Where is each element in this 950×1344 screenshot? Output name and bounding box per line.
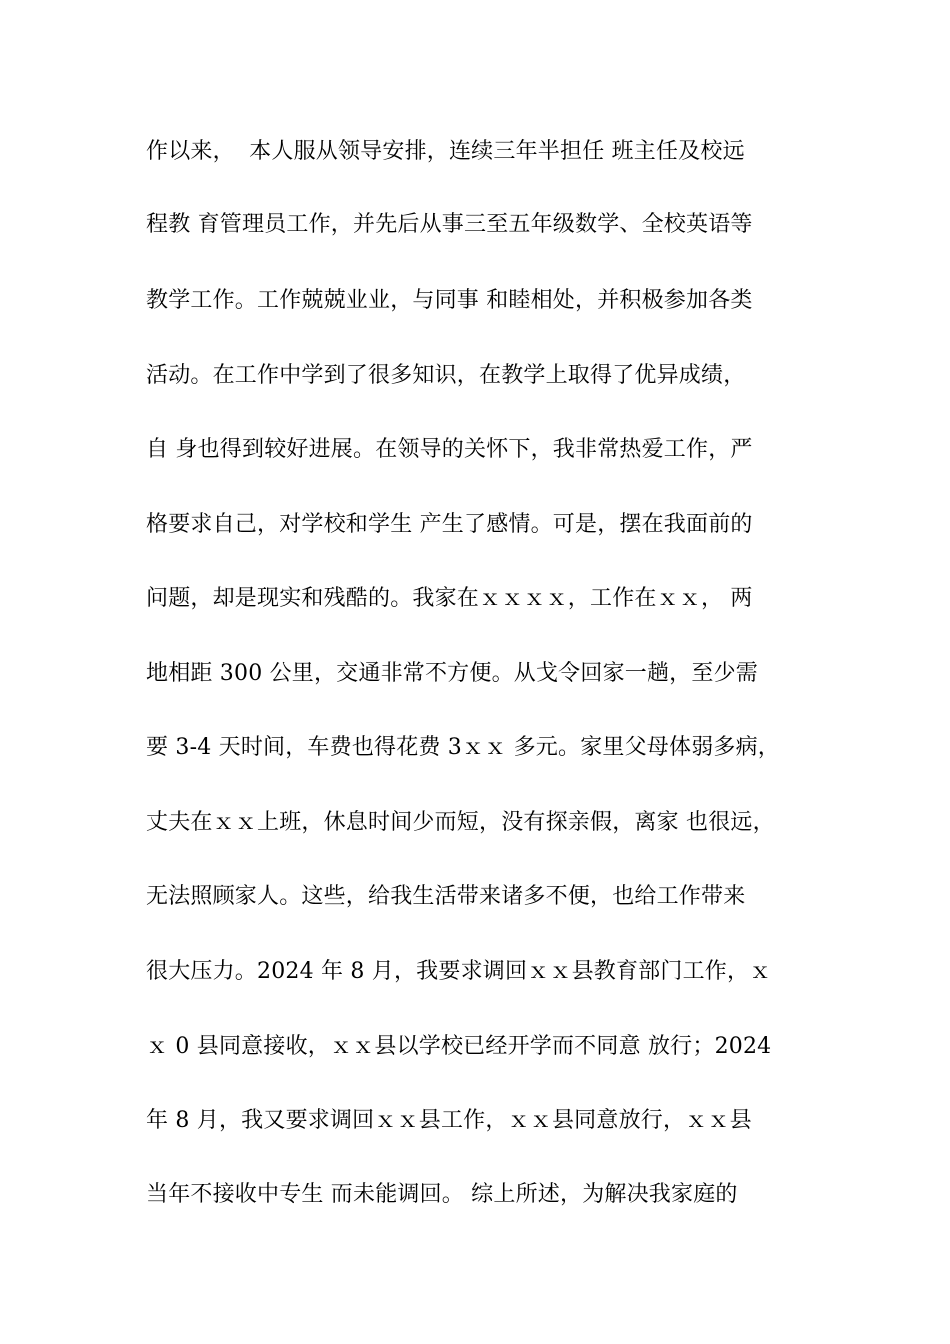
text-line-9: 要 3-4 天时间，车费也得花费 3ｘｘ 多元。家里父母体弱多病，: [146, 735, 780, 760]
text-line-6: 格要求自己，对学校和学生 产生了感情。可是，摆在我面前的: [146, 512, 753, 537]
text-line-13: ｘ 0 县同意接收，ｘｘ县以学校已经开学而不同意 放行；2024: [146, 1034, 772, 1059]
text-line-5: 自 身也得到较好进展。在领导的关怀下，我非常热爱工作，严: [146, 437, 753, 462]
text-line-11: 无法照顾家人。这些，给我生活带来诸多不便，也给工作带来: [146, 884, 746, 909]
text-line-12: 很大压力。2024 年 8 月，我要求调回ｘｘ县教育部门工作，ｘ: [146, 959, 772, 984]
text-line-14: 年 8 月，我又要求调回ｘｘ县工作，ｘｘ县同意放行，ｘｘ县: [146, 1108, 752, 1133]
text-line-4: 活动。在工作中学到了很多知识，在教学上取得了优异成绩，: [146, 363, 746, 388]
text-line-7: 问题，却是现实和残酷的。我家在ｘｘｘｘ，工作在ｘｘ， 两: [146, 586, 753, 611]
text-line-15: 当年不接收中专生 而未能调回。 综上所述，为解决我家庭的: [146, 1182, 738, 1207]
text-line-2: 程教 育管理员工作，并先后从事三至五年级数学、全校英语等: [146, 212, 753, 237]
text-line-8: 地相距 300 公里，交通非常不方便。从戈令回家一趟，至少需: [146, 661, 758, 686]
text-line-1: 作以来， 本人服从领导安排，连续三年半担任 班主任及校远: [146, 139, 745, 164]
text-line-3: 教学工作。工作兢兢业业，与同事 和睦相处，并积极参加各类: [146, 288, 753, 313]
text-line-10: 丈夫在ｘｘ上班，休息时间少而短，没有探亲假，离家 也很远，: [146, 810, 775, 835]
